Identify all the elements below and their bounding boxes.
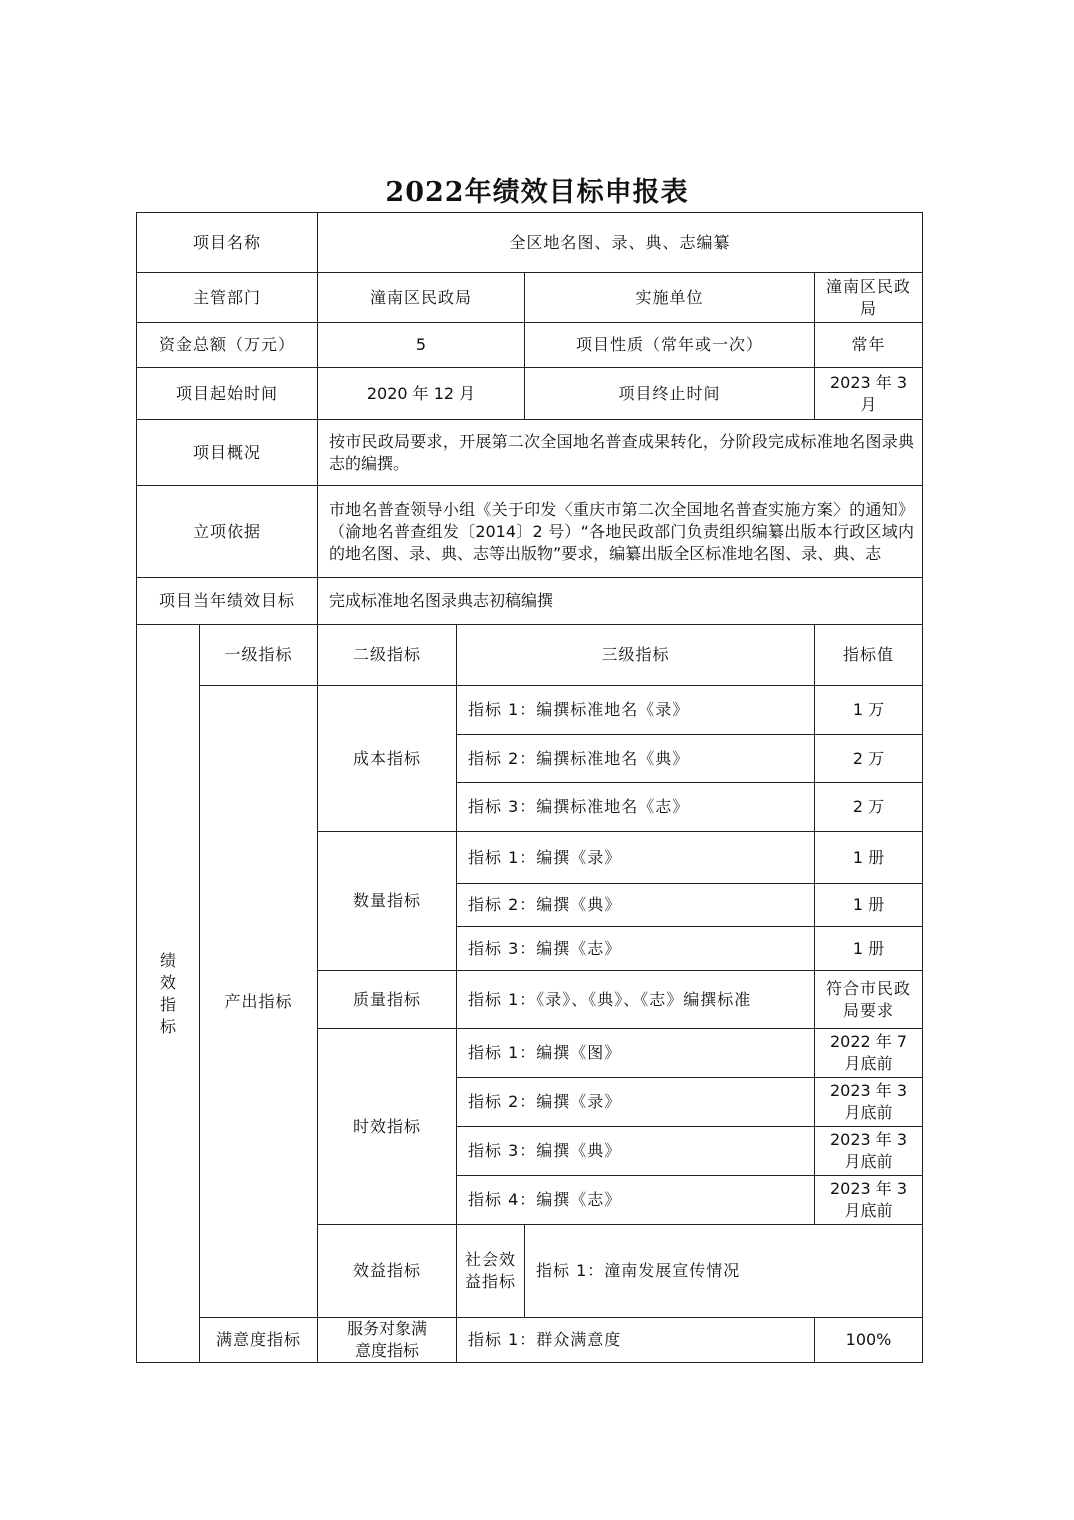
- overview-label: 项目概况: [137, 420, 318, 486]
- quality-indicator-label: 质量指标: [318, 971, 457, 1029]
- indicator-value: 2023 年 3 月底前: [815, 1078, 923, 1127]
- basis-label: 立项依据: [137, 486, 318, 578]
- goal-value: 完成标准地名图录典志初稿编撰: [318, 578, 923, 625]
- start-time-value: 2020 年 12 月: [318, 368, 525, 420]
- indicator-name: 指标 2：编撰《录》: [457, 1078, 815, 1127]
- indicator-value: 2023 年 3 月底前: [815, 1176, 923, 1225]
- end-time-label: 项目终止时间: [525, 368, 815, 420]
- indicator-name: 指标 3：编撰标准地名《志》: [457, 783, 815, 832]
- benefit-indicator-label: 效益指标: [318, 1225, 457, 1318]
- cost-indicator-label: 成本指标: [318, 686, 457, 832]
- goal-label: 项目当年绩效目标: [137, 578, 318, 625]
- department-row: [137, 273, 923, 323]
- page-title: 2022年绩效目标申报表: [385, 177, 689, 208]
- performance-indicators-side-label: 绩效指标: [137, 625, 200, 1363]
- indicator-name: 指标 2：编撰标准地名《典》: [457, 735, 815, 783]
- end-time-value: 2023 年 3 月: [815, 368, 923, 420]
- overview-row: [137, 420, 923, 486]
- indicator-value: 2023 年 3 月底前: [815, 1127, 923, 1176]
- indicator-name: 指标 3：编撰《典》: [457, 1127, 815, 1176]
- project-name-value: 全区地名图、录、典、志编纂: [318, 213, 923, 273]
- social-benefit-indicator-label: 社会效益指标: [457, 1225, 525, 1318]
- indicator-header-row: [137, 625, 923, 686]
- indicator-name: 指标 1：潼南发展宣传情况: [525, 1225, 923, 1318]
- indicator-value: 1 册: [815, 884, 923, 927]
- department-value: 潼南区民政局: [318, 273, 525, 323]
- goal-row: [137, 578, 923, 625]
- implementing-unit-value: 潼南区民政局: [815, 273, 923, 323]
- level1-header: 一级指标: [200, 625, 318, 686]
- indicator-value: 2 万: [815, 783, 923, 832]
- basis-value: 市地名普查领导小组《关于印发〈重庆市第二次全国地名普查实施方案〉的通知》（渝地名普查组发〔2014〕2 号）“各地民政部门负责组织编纂出版本行政区域内的地名图、录、典、志等出版物”要求，编纂出版全区标准地名图、录、典、志: [318, 486, 923, 578]
- level3-header: 三级指标: [457, 625, 815, 686]
- value-header: 指标值: [815, 625, 923, 686]
- project-nature-label: 项目性质（常年或一次）: [525, 323, 815, 368]
- indicator-value: 1 万: [815, 686, 923, 735]
- indicator-name: 指标 1：编撰《图》: [457, 1029, 815, 1078]
- indicator-name: 指标 3：编撰《志》: [457, 927, 815, 971]
- department-label: 主管部门: [137, 273, 318, 323]
- indicator-value: 1 册: [815, 832, 923, 884]
- output-indicator-label: 产出指标: [200, 686, 318, 1318]
- time-row: [137, 368, 923, 420]
- indicator-value: 100%: [815, 1318, 923, 1363]
- project-name-label: 项目名称: [137, 213, 318, 273]
- indicator-name: 指标 1：编撰《录》: [457, 832, 815, 884]
- funds-label: 资金总额（万元）: [137, 323, 318, 368]
- timeliness-indicator-label: 时效指标: [318, 1029, 457, 1225]
- funds-value: 5: [318, 323, 525, 368]
- level2-header: 二级指标: [318, 625, 457, 686]
- indicator-value: 2 万: [815, 735, 923, 783]
- quantity-indicator-label: 数量指标: [318, 832, 457, 971]
- project-name-row: [137, 213, 923, 273]
- service-satisfaction-indicator-label: 服务对象满意度指标: [318, 1318, 457, 1363]
- indicator-name: 指标 2：编撰《典》: [457, 884, 815, 927]
- indicator-value: 符合市民政局要求: [815, 971, 923, 1029]
- indicator-name: 指标 4：编撰《志》: [457, 1176, 815, 1225]
- overview-value: 按市民政局要求，开展第二次全国地名普查成果转化，分阶段完成标准地名图录典志的编撰。: [318, 420, 923, 486]
- indicator-name: 指标 1：群众满意度: [457, 1318, 815, 1363]
- funds-row: [137, 323, 923, 368]
- implementing-unit-label: 实施单位: [525, 273, 815, 323]
- project-nature-value: 常年: [815, 323, 923, 368]
- indicator-value: 1 册: [815, 927, 923, 971]
- performance-target-table: [136, 212, 923, 1363]
- indicator-name: 指标 1：《录》、《典》、《志》编撰标准: [457, 971, 815, 1029]
- basis-row: [137, 486, 923, 578]
- start-time-label: 项目起始时间: [137, 368, 318, 420]
- satisfaction-indicator-label: 满意度指标: [200, 1318, 318, 1363]
- table-row: [137, 1318, 923, 1363]
- indicator-name: 指标 1：编撰标准地名《录》: [457, 686, 815, 735]
- indicator-value: 2022 年 7 月底前: [815, 1029, 923, 1078]
- table-row: [137, 686, 923, 735]
